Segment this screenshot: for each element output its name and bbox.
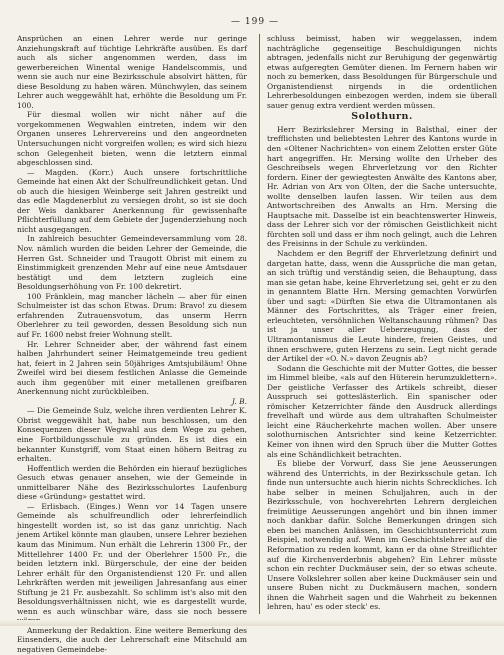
paragraph: schluss beimisst, haben wir weggelassen, indem nachträgliche gegenseitige Beschuldigungen nichts abtragen, jedenfalls nicht zur Beruhigung der gegenwärtig etwas aufgeregten Gemüter dienen. Im Fernern haben wir noch zu bemerken, dass Besoldungen für Bürgerschule und Organistendienst nirgends in die ordentlichen Lehrerbesoldungen einbezogen werden, indem sie überall sauer genug extra verdient werden müssen. <box>267 34 497 110</box>
paragraph: — Erlisbach. (Einges.) Wenn vor 14 Tagen unsere Gemeinde als schulfreundlich oder lehrerfeindlich hingestellt worden ist, so ist das ganz unrichtig. Nach jenem Artikel könnte man glauben, unsere Lehrer beziehen kaum das Minimum. Nun erhält die Lehrerin 1300 Fr., der Mittellehrer 1400 Fr. und der Oberlehrer 1500 Fr., die beiden letztern inkl. Bürgerschule, der eine der beiden Lehrer erhält für den Organistendienst 120 Fr. und allen Lehrkräften werden mit jeweiligen Jahresanfang aus einer Stiftung je 21 Fr. ausbezahlt. So schlimm ist's also mit den Besoldungsverhältnissen nicht, wie es dargestellt wurde, wenn es auch wünschbar wäre, dass sie noch bessere <box>17 501 247 616</box>
page-number: — 199 — <box>231 17 279 27</box>
paragraph: Sodann die Geschichte mit der Mutter Gottes, die besser im Himmel bleibe, «als auf den Hüterein herumzuklettern». Der geistliche Verfasser des Artikels schreibt, dieser Ausspruch sei gotteslästerlich. Ein spanischer oder römischer Ketzerrichter fände den Ausdruck allerdings frevelhaft und würde aus dem ultrahaften Schulmeister leicht eine Räucherkehrte machen wollen. Aber unsere solothurnischen Antsrichter sind keine Ketzerrichter. Keiner von ihnen wird den Spruch über die Mutter Gottes als eine Schändlichkeit betrachten. <box>267 363 497 459</box>
page-edge <box>0 620 504 626</box>
paragraph: — Magden. (Korr.) Auch unsere fortschrittliche Gemeinde hat einen Akt der Schulfreundlichkeit getan. Und ob auch die hiesigen Weinberge seit Jahren gestreikt und das edle Magdenerblut zu versiegen droht, so ist sie doch der Weis dankbarer Anerkennung für gewissenhafte Pflichterfüllung auf dem Gebiete der Jugenderziehung noch nicht ausgegangen. <box>17 167 247 234</box>
paragraph: In zahlreich besuchter Gemeindeversammlung vom 28. Nov. nämlich wurden die beiden Lehrer der Gemeinde, die Herren Gst. Schneider und Traugott Obrist mit einem zu Einstimmigkeit grenzenden Mehr auf eine neue Amtsdauer bestätigt und dem letztern zugleich eine Besoldungserhöhung von Fr. 100 dekretirt. <box>17 234 247 292</box>
column-divider <box>259 34 260 614</box>
paragraph: Nachdem er den Begriff der Ehrverletzung definirt und dargetan hatte, dass, wenn die Aussprüche die man getan, an sich trüftig und verständig seien, die Behauptung, dass man sie getan habe, keine Ehrverletzung sei, geht er zu den in genanntem Blatte Hrn. Mersing gemachten Vorwürfen über und sagt: «Dürften Sie etwa die Ultramontanen als Männer des Fortschrittes, als Träger einer freien, erleuchteten, versöhnlichen Weltanschauung rühmen? Das ist ja unser aller Ueberzeugung, dass der Ultramontanismus die Leute hindere, freien Geistes, und ihnen erschwere, guten Herzens zu sein. Legt nicht gerade der Artikel der «O. N.» davon Zeugnis ab? <box>267 249 497 364</box>
section-heading: Solothurn. <box>351 111 413 123</box>
paragraph: Hoffentlich werden die Behörden ein hierauf bezügliches Gesuch etwas genauer ansehen, wie der Gemeinde in unmittelbarer Nähe des Bezirksschulortes Laufenburg diese «Gründung» gestattet wird. <box>17 463 247 502</box>
right-column <box>267 34 497 612</box>
paragraph: Ansprüchen an einen Lehrer werde nur geringe Anziehungskraft auf tüchtige Lehrkräfte ausüben. Es darf auch als sicher angenommen werden, dass im gewerbereichen Winental wenige Handelscommis, und wenn sie auch nur eine Bezirksschule absolvirt hätten, für diese Besoldung zu haben wären. Münchwylen, das seinem Lehrer auch weggewählt hat, erhöhte die Besoldung um Fr. 100. <box>17 34 247 110</box>
paragraph: Herr Bezirkslehrer Mersing in Balsthal, einer der trefflichsten und beliebtesten Lehrer des Kantons wurde in den «Oltener Nachrichten» von einem Zelotten erster Güte hart angegriffen. Hr. Mersing wollte den Urheber des Geschreibsels wegen Ehrverletzung vor den Richter fordern. Einer der gewiegtesten Anwälte des Kantons aber, Hr. Adrian von Arx von Olten, der die Sache untersuchte, wollte denselben laufen lassen. Wir teilen aus dem Antwortschreiben des Anwalts an Hrn. Mersing die Hauptsache mit. Dasselbe ist ein beachtenswerter Hinweis, dass der Lehrer sich vor der römischen Geistlichkeit nicht fürchten soll und dass er ihm noch gelingt, auch die Lehren des Freisinns in der Schule zu verkünden. <box>267 124 497 249</box>
paragraph: Es bliebe der Vorwurf, dass Sie jene Aeusserungen während des Unterrichts, in der Bezirksschule getan. Ich finde nun untersuchte auch hierin nichts Schreckliches. Ich habe selber in meinen Schuljahren, auch in der Bezirksschule, von hochverehrten Lehrern dergleichen freimütige Aeusserungen angehört und bin ihnen immer noch dankbar dafür. Solche Bemerkungen dringen sich eben bei manchen Anlässen, im Geschichtsunterricht zum Beispiel, notwendig auf. Wenn im Geschichtslehrer auf die Reformation zu reden kommt, kann er da ohne Streiflichter auf die Kirchenverderbnis abgehen? Ein Lehrer müsste schon ein rechter Duckmäuser sein, der so etwas scheute. Unsere Volkslehrer sollen aber keine Duckmäuser sein und unsere Buben nicht zu Duckmäusern machen, sondern ihnen die Wahrheit sagen und die Wahrheit zu bekennen lehren, hau' es oder steck' es. <box>267 459 497 612</box>
paragraph: 100 Fränklein, mag mancher lächeln — aber für einen Schulmeister ist das schon Etwas. Drum: Bravo! zu diesem erfahrenden Zutrauensvotum, das unserm Herrn Oberlehrer zu teil geworden, dessen Besoldung sich nun auf Fr. 1600 nebst freier Wohnung stellt. <box>17 291 247 339</box>
paragraph: Anmerkung der Redaktion. Eine weitere Bemerkung des Einsenders, die auch der Lehrerschaft eine Mitschuld am negativen Gemeindebe- <box>17 625 247 654</box>
left-column <box>17 34 247 655</box>
signature: J. B. <box>231 396 247 406</box>
document-page <box>15 6 497 654</box>
paragraph: Hr. Lehrer Schneider aber, der während fast einem halben Jahrhundert seiner Heimatgemeinde treu gedient hat, feiert in 2 Jahren sein 50jähriges Amtsjubiläum! Ohne Zweifel wird bei diesem festlichen Anlasse die Gemeinde auch ihm gegenüber mit einer metallenen greifbaren Anerkennung nicht zurückbleiben. <box>17 339 247 397</box>
paragraph: Für diesmal wollen wir nicht näher auf die vorgekommenen Wegwahlen eintreten, indem wir den Organen unseres Lehrervereins und den angeordneten Untersuchungen nicht vorgreifen wollen; es wird sich hiezu schon Gelegenheit bieten, wenn die letztern einmal abgeschlossen sind. <box>17 110 247 168</box>
paragraph: — Die Gemeinde Sulz, welche ihren verdienten Lehrer K. Obrist weggewählt hat, habe nun beschlossen, um den Konsequenzen dieser Wegwahl aus dem Wege zu gehen, eine Fortbildungsschule zu gründen. Es ist dies ein bekannter Kunstgriff, vom Staat einen höhern Beitrag zu erhalten. <box>17 406 247 464</box>
